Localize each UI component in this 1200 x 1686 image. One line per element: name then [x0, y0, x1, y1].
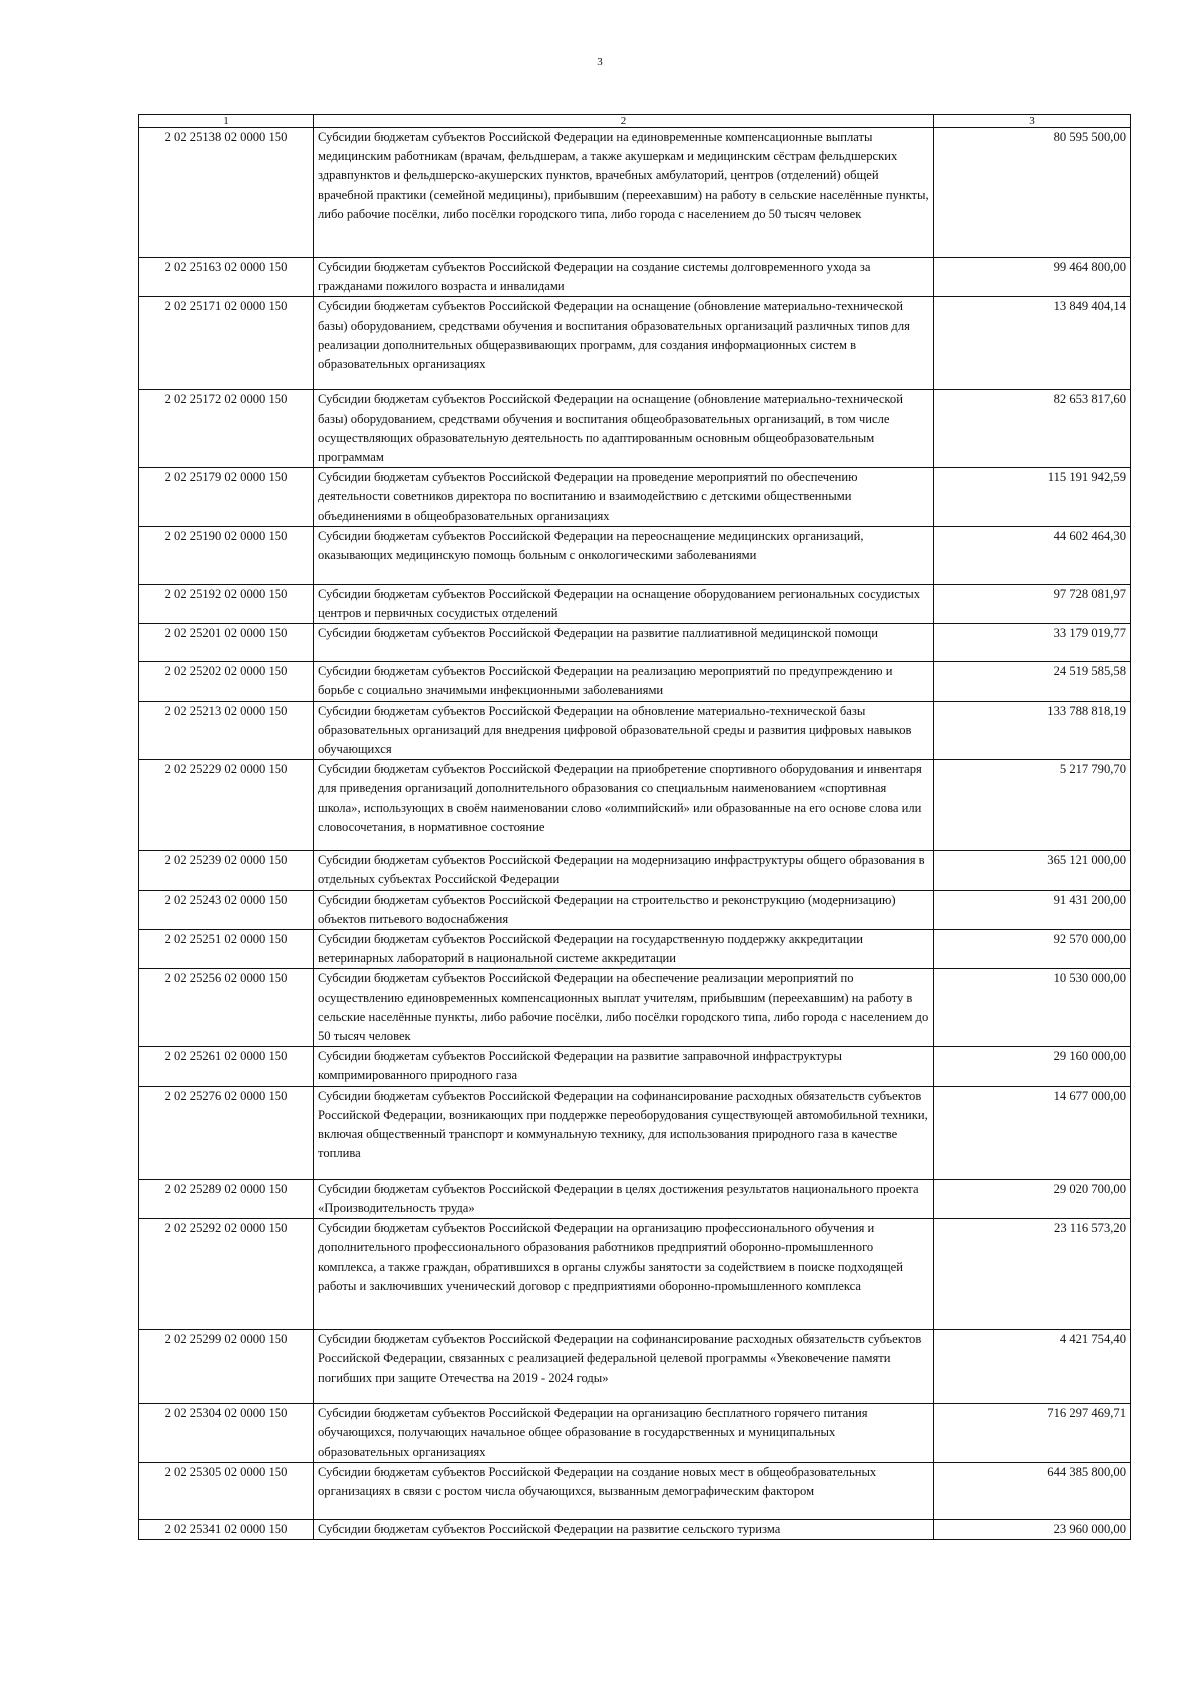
row-amount: 644 385 800,00 [934, 1462, 1131, 1519]
row-description: Субсидии бюджетам субъектов Российской Федерации на реализацию мероприятий по предупреждению и борьбе с социально значимыми инфекционными заболеваниями [314, 662, 934, 701]
table-row [139, 760, 1131, 851]
row-amount: 33 179 019,77 [934, 624, 1131, 662]
table-header-row [139, 115, 1131, 128]
budget-code: 2 02 25190 02 0000 150 [139, 526, 314, 584]
row-description: Субсидии бюджетам субъектов Российской Федерации на обновление материально-технической базы образовательных организаций для внедрения цифровой образовательной среды и развития цифровых навыков обучающихся [314, 701, 934, 760]
budget-code: 2 02 25172 02 0000 150 [139, 390, 314, 468]
row-description: Субсидии бюджетам субъектов Российской Федерации на оснащение (обновление материально-технической базы) оборудованием, средствами обучения и воспитания общеобразовательных организаций, в том числе осуществляющих образовательную деятельность по адаптированным основным общеобразовательным программам [314, 390, 934, 468]
budget-code: 2 02 25299 02 0000 150 [139, 1330, 314, 1404]
row-amount: 115 191 942,59 [934, 468, 1131, 527]
revenue-table [138, 114, 1131, 1540]
page-number: 3 [597, 56, 603, 68]
budget-code: 2 02 25179 02 0000 150 [139, 468, 314, 527]
budget-code: 2 02 25163 02 0000 150 [139, 258, 314, 297]
row-description: Субсидии бюджетам субъектов Российской Федерации на развитие сельского туризма [314, 1519, 934, 1539]
table-row [139, 930, 1131, 969]
row-description: Субсидии бюджетам субъектов Российской Федерации на развитие паллиативной медицинской помощи [314, 624, 934, 662]
row-amount: 716 297 469,71 [934, 1404, 1131, 1463]
row-amount: 99 464 800,00 [934, 258, 1131, 297]
budget-code: 2 02 25305 02 0000 150 [139, 1462, 314, 1519]
row-amount: 10 530 000,00 [934, 969, 1131, 1047]
row-amount: 5 217 790,70 [934, 760, 1131, 851]
table-row [139, 701, 1131, 760]
row-amount: 13 849 404,14 [934, 297, 1131, 390]
row-amount: 80 595 500,00 [934, 128, 1131, 258]
row-description: Субсидии бюджетам субъектов Российской Федерации в целях достижения результатов национального проекта «Производительность труда» [314, 1179, 934, 1218]
table-row [139, 128, 1131, 258]
header-col-2: 2 [314, 115, 934, 128]
row-description: Субсидии бюджетам субъектов Российской Федерации на переоснащение медицинских организаций, оказывающих медицинскую помощь больным с онкологическими заболеваниями [314, 526, 934, 584]
row-amount: 23 116 573,20 [934, 1219, 1131, 1330]
header-col-3: 3 [934, 115, 1131, 128]
row-amount: 23 960 000,00 [934, 1519, 1131, 1539]
row-description: Субсидии бюджетам субъектов Российской Федерации на обеспечение реализации мероприятий по осуществлению единовременных компенсационных выплат учителям, прибывшим (переехавшим) на работу в сельские населённые пункты, либо рабочие посёлки, либо посёлки городского типа, либо города с населением до 50 тысяч человек [314, 969, 934, 1047]
table-row [139, 390, 1131, 468]
budget-code: 2 02 25192 02 0000 150 [139, 584, 314, 623]
row-description: Субсидии бюджетам субъектов Российской Федерации на софинансирование расходных обязательств субъектов Российской Федерации, возникающих при поддержке переоборудования существующей автомобильной техники, включая общественный транспорт и коммунальную технику, для использования природного газа в качестве топлива [314, 1086, 934, 1179]
table-row [139, 526, 1131, 584]
budget-code: 2 02 25229 02 0000 150 [139, 760, 314, 851]
budget-code: 2 02 25276 02 0000 150 [139, 1086, 314, 1179]
budget-code: 2 02 25256 02 0000 150 [139, 969, 314, 1047]
row-description: Субсидии бюджетам субъектов Российской Федерации на приобретение спортивного оборудования и инвентаря для приведения организаций дополнительного образования со специальным наименованием «спортивная школа», использующих в своём наименовании слово «олимпийский» или образованные на его основе слова или словосочетания, в нормативное состояние [314, 760, 934, 851]
row-amount: 365 121 000,00 [934, 851, 1131, 890]
table-row [139, 969, 1131, 1047]
table-row [139, 662, 1131, 701]
row-amount: 4 421 754,40 [934, 1330, 1131, 1404]
row-description: Субсидии бюджетам субъектов Российской Федерации на создание системы долговременного ухода за гражданами пожилого возраста и инвалидами [314, 258, 934, 297]
table-row [139, 297, 1131, 390]
row-amount: 92 570 000,00 [934, 930, 1131, 969]
budget-code: 2 02 25251 02 0000 150 [139, 930, 314, 969]
table-row [139, 1086, 1131, 1179]
row-description: Субсидии бюджетам субъектов Российской Федерации на организацию бесплатного горячего питания обучающихся, получающих начальное общее образование в государственных и муниципальных образовательных организациях [314, 1404, 934, 1463]
row-description: Субсидии бюджетам субъектов Российской Федерации на развитие заправочной инфраструктуры компримированного природного газа [314, 1047, 934, 1086]
table-row [139, 468, 1131, 527]
budget-code: 2 02 25239 02 0000 150 [139, 851, 314, 890]
budget-code: 2 02 25138 02 0000 150 [139, 128, 314, 258]
row-description: Субсидии бюджетам субъектов Российской Федерации на создание новых мест в общеобразовательных организациях в связи с ростом числа обучающихся, вызванным демографическим фактором [314, 1462, 934, 1519]
budget-code: 2 02 25289 02 0000 150 [139, 1179, 314, 1218]
row-amount: 29 020 700,00 [934, 1179, 1131, 1218]
header-col-1: 1 [139, 115, 314, 128]
table-row [139, 624, 1131, 662]
table-row [139, 1179, 1131, 1218]
row-description: Субсидии бюджетам субъектов Российской Федерации на организацию профессионального обучения и дополнительного профессионального образования работников предприятий оборонно-промышленного комплекса, а также граждан, обратившихся в органы службы занятости за содействием в поиске подходящей работы и заключивших ученический договор с предприятиями оборонно-промышленного комплекса [314, 1219, 934, 1330]
row-description: Субсидии бюджетам субъектов Российской Федерации на модернизацию инфраструктуры общего образования в отдельных субъектах Российской Федерации [314, 851, 934, 890]
budget-code: 2 02 25171 02 0000 150 [139, 297, 314, 390]
row-amount: 91 431 200,00 [934, 890, 1131, 929]
table-row [139, 890, 1131, 929]
row-amount: 44 602 464,30 [934, 526, 1131, 584]
table-row [139, 851, 1131, 890]
table-row [139, 584, 1131, 623]
table-row [139, 1047, 1131, 1086]
budget-code: 2 02 25292 02 0000 150 [139, 1219, 314, 1330]
row-description: Субсидии бюджетам субъектов Российской Федерации на оснащение (обновление материально-технической базы) оборудованием, средствами обучения и воспитания образовательных организаций различных типов для реализации дополнительных общеразвивающих программ, для создания информационных систем в образовательных организациях [314, 297, 934, 390]
budget-code: 2 02 25261 02 0000 150 [139, 1047, 314, 1086]
row-amount: 24 519 585,58 [934, 662, 1131, 701]
row-amount: 82 653 817,60 [934, 390, 1131, 468]
budget-code: 2 02 25243 02 0000 150 [139, 890, 314, 929]
table-row [139, 258, 1131, 297]
budget-code: 2 02 25304 02 0000 150 [139, 1404, 314, 1463]
row-amount: 14 677 000,00 [934, 1086, 1131, 1179]
row-description: Субсидии бюджетам субъектов Российской Федерации на оснащение оборудованием региональных сосудистых центров и первичных сосудистых отделений [314, 584, 934, 623]
row-description: Субсидии бюджетам субъектов Российской Федерации на государственную поддержку аккредитации ветеринарных лабораторий в национальной системе аккредитации [314, 930, 934, 969]
table-row [139, 1219, 1131, 1330]
budget-code: 2 02 25202 02 0000 150 [139, 662, 314, 701]
row-description: Субсидии бюджетам субъектов Российской Федерации на строительство и реконструкцию (модернизацию) объектов питьевого водоснабжения [314, 890, 934, 929]
budget-code: 2 02 25341 02 0000 150 [139, 1519, 314, 1539]
row-amount: 133 788 818,19 [934, 701, 1131, 760]
table-row [139, 1462, 1131, 1519]
row-description: Субсидии бюджетам субъектов Российской Федерации на софинансирование расходных обязательств субъектов Российской Федерации, связанных с реализацией федеральной целевой программы «Увековечение памяти погибших при защите Отечества на 2019 - 2024 годы» [314, 1330, 934, 1404]
table-row [139, 1404, 1131, 1463]
row-description: Субсидии бюджетам субъектов Российской Федерации на проведение мероприятий по обеспечению деятельности советников директора по воспитанию и взаимодействию с детскими общественными объединениями в общеобразовательных организациях [314, 468, 934, 527]
row-amount: 29 160 000,00 [934, 1047, 1131, 1086]
row-description: Субсидии бюджетам субъектов Российской Федерации на единовременные компенсационные выплаты медицинским работникам (врачам, фельдшерам, а также акушеркам и медицинским сёстрам фельдшерских здравпунктов и фельдшерско-акушерских пунктов, врачебных амбулаторий, центров (отделений) общей врачебной практики (семейной медицины), прибывшим (переехавшим) на работу в сельские населённые пункты, либо рабочие посёлки, либо посёлки городского типа, либо города с населением до 50 тысяч человек [314, 128, 934, 258]
table-row [139, 1519, 1131, 1539]
table-row [139, 1330, 1131, 1404]
budget-code: 2 02 25213 02 0000 150 [139, 701, 314, 760]
budget-code: 2 02 25201 02 0000 150 [139, 624, 314, 662]
row-amount: 97 728 081,97 [934, 584, 1131, 623]
